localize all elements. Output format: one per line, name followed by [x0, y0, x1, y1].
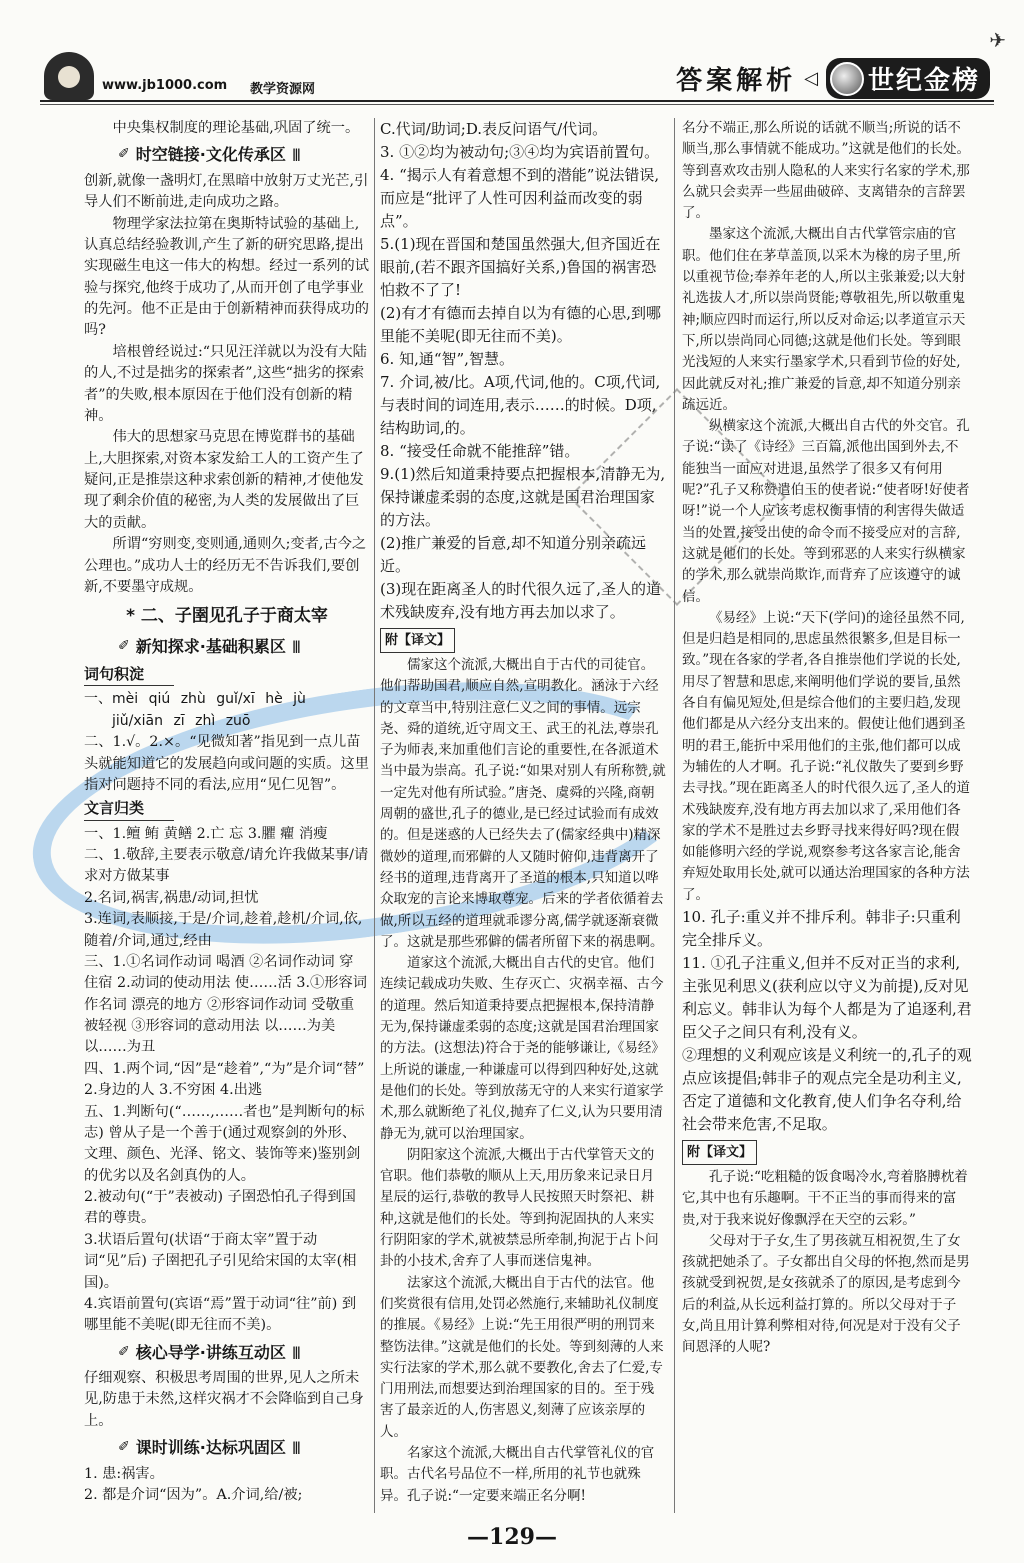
- answer-line: 1. 患:祸害。: [84, 1465, 164, 1482]
- translation-paragraph: 墨家这个流派,大概出自古代掌管宗庙的官职。他们住在茅草盖顶,以采木为椽的房子里,所以重视节俭;奉养年老的人,所以主张兼爱;以大射礼选拔人才,所以崇尚贤能;尊敬祖先,所以敬重鬼神;顺应四时而运行,所以反对命运;以孝道宣示天下,所以崇尚同心同德;这就是他们长处。等到眼光浅短的人来实行墨家学术,只看到节俭的好处,因此就反对礼;推广兼爱的旨意,却不知道分别亲疏远近。: [682, 226, 966, 413]
- section-banner: [84, 144, 370, 165]
- site-name: 教学资源网: [250, 82, 316, 97]
- answer-line: jiǔ/xiān zī zhì zuō: [112, 712, 251, 729]
- answer-line: 五、1.判断句(“……,……者也”是判断句的标志) 曾从子是一个善于(通过观察剑的外形、文理、颜色、光泽、铭文、装饰等来)鉴别剑的优劣以及名剑真伪的人。: [84, 1103, 365, 1184]
- answer-line: 6. 知,通“智”,智慧。: [380, 350, 514, 368]
- answer-line: 3.连词,表顺接,于是/介词,趁着,趁机/介词,依,随着/介词,通过,经由: [84, 911, 363, 949]
- banner-label: 新知探求·基础积累区: [135, 636, 286, 656]
- subheading: 词句积淀: [84, 664, 174, 686]
- answer-line: C.代词/助词;D.表反问语气/代词。: [380, 120, 608, 138]
- translation-paragraph: 法家这个流派,大概出自于古代的法官。他们奖赏很有信用,处罚必然施行,来辅助礼仪制度的推展。《易经》上说:“先王用很严明的刑罚来整饬法律。”这就是他们的长处。等到刻薄的人来实行法家的学术,那么就不要教化,舍去了仁爱,专门用刑法,而想要达到治理国家的目的。至于残害了最亲近的人,伤害恩义,刻薄了应该亲厚的人。: [380, 1274, 664, 1440]
- answer-line: ②理想的义利观应该是义利统一的,孔子的观点应该提倡;韩非子的观点完全是功利主义,否定了道德和文化教育,使人们争名夺利,给社会带来危害,不足取。: [682, 1045, 972, 1133]
- header-rule: [40, 100, 994, 102]
- answer-line: (2)推广兼爱的旨意,却不知道分别亲疏远近。: [380, 534, 647, 575]
- answer-line: 5.(1)现在晋国和楚国虽然强大,但齐国近在眼前,(若不跟齐国搞好关系,)鲁国的祸害恐怕救不了了!: [380, 235, 661, 299]
- paragraph: 培根曾经说过:“只见汪洋就以为没有大陆的人,不过是拙劣的探索者”,这些“拙劣的探索者”的失败,根本原因在于他们没有创新的精神。: [84, 343, 367, 424]
- answer-line: 3. ①②均为被动句;③④均为宾语前置句。: [380, 143, 660, 161]
- answer-line: 7. 介词,被/比。A项,代词,他的。C项,代词,与表时间的词连用,表示……的时候。D项,结构助词,的。: [380, 373, 661, 437]
- bars-icon: |||: [291, 147, 299, 162]
- answer-line: (2)有才有德而去掉自以为有德的心思,到哪里能不美呢(即无往而不美)。: [380, 304, 662, 345]
- answer-line: 三、1.①名词作动词 喝酒 ②名词作动词 穿 住宿 2.动词的使动用法 使……活 3.①形容词作名词 漂亮的地方 ②形容词作动词 受敬重 被轻视 ③形容词的意动用法 以……为美 以……为丑: [84, 953, 368, 1056]
- translation-tag: 附【译文】: [682, 1140, 757, 1165]
- answer-line: 4.宾语前置句(宾语“焉”置于动词“往”前) 到哪里能不美呢(即无往而不美)。: [84, 1295, 357, 1334]
- translation-tag: 附【译文】: [380, 628, 455, 653]
- translation-paragraph: 道家这个流派,大概出自古代的史官。他们连续记载成功失败、生存灭亡、灾祸幸福、古今的道理。然后知道秉持要点把握根本,保持清静无为,保持谦虚柔弱的态度;这就是国君治理国家的方法。(这想法)符合于尧的能够谦让,《易经》上所说的谦虚,一种谦虚可以得到四种好处,这就是他们的长处。等到放荡无守的人来实行道家学术,那么就断绝了礼仪,抛弃了仁义,认为只要用清静无为,就可以治理国家。: [380, 955, 665, 1142]
- site-url: www.jb1000.com: [102, 78, 228, 93]
- globe-icon: [830, 62, 864, 96]
- paragraph: 所谓“穷则变,变则通,通则久;变者,古今之公理也。”成功人士的经历无不告诉我们,要创新,不要墨守成规。: [84, 536, 367, 595]
- triangle-left-icon: ◁: [804, 68, 818, 89]
- answer-line: 2.被动句(“于”表被动) 子圉恐怕孔子得到国君的尊贵。: [84, 1189, 356, 1227]
- page-header: [0, 0, 1024, 112]
- translation-paragraph: 儒家这个流派,大概出自于古代的司徒官。他们帮助国君,顺应自然,宣明教化。涵泳于六经的文章当中,特别注意仁义之间的事情。远宗尧、舜的道统,近守周文王、武王的礼法,尊崇孔子为师表,来加重他们言论的重要性,在各派道术当中最为崇高。孔子说:“如果对别人有所称赞,就一定先对他有所试验。”唐尧、虞舜的兴隆,商朝周朝的盛世,孔子的德业,是已经过试验而有成效的。但是迷惑的人已经失去了(儒家经典中)精深微妙的道理,而邪僻的人又随时俯仰,违背离开了经书的道理,违背离开了圣道的根本,只知道以哗众取宠的言论来博取尊宠。后来的学者依循着去做,所以五经的道理就乖谬分离,儒学就逐渐衰微了。这就是那些邪僻的儒者所留下来的祸患啊。: [380, 657, 666, 950]
- section-banner: [84, 1342, 370, 1363]
- column-middle: [380, 118, 666, 1507]
- bars-icon: |||: [291, 638, 299, 653]
- translation-paragraph: 纵横家这个流派,大概出自古代的外交官。孔子说:“读了《诗经》三百篇,派他出国到外去,不能独当一面应对进退,虽然学了很多又有何用呢?”孔子又称赞遣伯玉的使者说:“使者呀!好使者呀!”说一个人应该考虑权衡事情的利害得失做适当的处置,接受出使的命令而不接受应对的言辞,这就是他们的长处。等到邪恶的人来实行纵横家的学术,那么就崇尚欺诈,而背弃了应该遵守的诚信。: [682, 418, 970, 605]
- part-title: * 二、子圉见孔子于商太宰: [126, 606, 328, 627]
- answer-line: 9.(1)然后知道秉持要点把握根本,清静无为,保持谦虚柔弱的态度,这就是国君治理国家的方法。: [380, 465, 666, 529]
- section-banner: [84, 636, 370, 657]
- pen-check-icon: ✐: [118, 1343, 130, 1360]
- header-rule-thin: [40, 104, 994, 105]
- header-right: [676, 58, 990, 99]
- answer-line: 3.状语后置句(状语“于商太宰”置于动词“见”后) 子圉把孔子引见给宋国的太宰(相国)。: [84, 1231, 357, 1291]
- column-left: [84, 118, 370, 1506]
- item-label: 一、: [84, 691, 112, 708]
- translation-paragraph: 名分不端正,那么所说的话就不顺当;所说的话不顺当,那么事情就不能成功。”这就是他们的长处。等到喜欢攻击别人隐私的人来实行名家的学术,那么就只会卖弄一些屈曲破碎、支离错杂的言辞罢了。: [682, 120, 970, 222]
- answer-line: 2.名词,祸害,祸患/动词,担忧: [84, 889, 259, 906]
- brand-name: 世纪金榜: [867, 66, 980, 96]
- paragraph: 仔细观察、积极思考周围的世界,见人之所未见,防患于未然,这样灾祸才不会降临到自己身上。: [84, 1370, 364, 1429]
- banner-label: 时空链接·文化传承区: [135, 145, 286, 165]
- banner-label: 课时训练·达标巩固区: [135, 1438, 286, 1458]
- translation-paragraph: 《易经》上说:“天下(学问)的途径虽然不同,但是归趋是相同的,思虑虽然很繁多,但是目标一致。”现在各家的学者,各自推崇他们学说的长处,用尽了智慧和思虑,来阐明他们学说的要旨,虽然各自有偏见短处,但是综合他们的主要归趋,发现他们都是从六经分支出来的。假使让他们遇到圣明的君王,能折中采用他们的主张,他们都可以成为辅佐的人才啊。孔子说:“礼仪散失了要到乡野去寻找。”现在距离圣人的时代很久远了,圣人的道术残缺废弃,没有地方再去加以求了,采用他们各家的学术不是胜过去乡野寻找来得好吗?现在假如能修明六经的学说,观察参考这各家言论,能舍弃短处取用长处,就可以通达治理国家的各种方法了。: [682, 609, 970, 903]
- answer-line: 一、1.鳣 鲔 黄鳝 2.亡 忘 3.臞 癯 消瘦: [84, 825, 328, 842]
- answer-line: 11. ①孔子注重义,但并不反对正当的求利,主张见利思义(获利应以守义为前提),反对见利忘义。韩非认为每个人都是为了追逐利,君臣父子之间只有利,没有义。: [682, 953, 972, 1041]
- answer-line: 10. 孔子:重义并不排斥利。韩非子:只重利完全排斥义。: [682, 907, 961, 949]
- column-divider: [674, 118, 675, 1513]
- translation-paragraph: 父母对于子女,生了男孩就互相祝贺,生了女孩就把她杀了。子女都出自父母的怀抱,然而是男孩就受到祝贺,是女孩就杀了的原因,是考虑到今后的利益,从长远利益打算的。所以父母对于子女,尚且用计算利弊相对待,何况是对于没有父子间恩泽的人呢?: [682, 1232, 970, 1356]
- answer-line: 二、1.√。2.×。“见微知著”指见到一点儿苗头就能知道它的发展趋向或问题的实质。这里指对问题持不同的看法,应用“见仁见智”。: [84, 734, 370, 793]
- brand-badge: [826, 58, 990, 99]
- bars-icon: |||: [291, 1440, 299, 1455]
- answer-line: 4. “揭示人有着意想不到的潜能”说法错误,而应是“批评了人性可因利益而改变的弱点”。: [380, 166, 660, 230]
- answer-line: 2. 都是介词“因为”。A.介词,给/被;: [84, 1486, 303, 1503]
- bars-icon: |||: [291, 1344, 299, 1359]
- subheading: 文言归类: [84, 798, 174, 820]
- text-line: 中央集权制度的理论基础,巩固了统一。: [112, 120, 360, 136]
- bird-icon: ✈: [989, 28, 1006, 52]
- answer-line: 四、1.两个词,“因”是“趁着”,“为”是介词“替” 2.身边的人 3.不穷困 4.出逃: [84, 1060, 365, 1099]
- answer-line: 二、1.敬辞,主要表示敬意/请允许我做某事/请求对方做某事: [84, 847, 369, 885]
- answer-line: 8. “接受任命就不能推辞”错。: [380, 442, 580, 460]
- answer-line: [84, 689, 370, 710]
- section-title: 答案解析: [676, 66, 797, 96]
- mascot-face-icon: [58, 66, 80, 88]
- pen-check-icon: ✐: [118, 146, 130, 163]
- translation-paragraph: 名家这个流派,大概出自古代掌管礼仪的官职。古代名号品位不一样,所用的礼节也就殊异。孔子说:“一定要来端正名分啊!: [380, 1444, 655, 1504]
- section-banner: [84, 1437, 370, 1458]
- paragraph: 创新,就像一盏明灯,在黑暗中放射万丈光芒,引导人们不断前进,走向成功之路。: [84, 172, 369, 211]
- banner-label: 核心导学·讲练互动区: [135, 1342, 286, 1362]
- translation-paragraph: 阴阳家这个流派,大概出于古代掌管天文的官职。他们恭敬的顺从上天,用历象来记录日月星辰的运行,恭敬的教导人民按照天时祭祀、耕种,这就是他们的长处。等到拘泥固执的人来实行阴阳家的学术,就被禁忌所牵制,拘泥于占卜问卦的小技术,舍弃了人事而迷信鬼神。: [380, 1146, 659, 1270]
- answer-line: (3)现在距离圣人的时代很久远了,圣人的道术残缺废弃,没有地方再去加以求了。: [380, 580, 662, 621]
- paragraph: 伟大的思想家马克思在博览群书的基础上,大胆探索,对资本家发給工人的工资产生了疑问,正是推崇这种求索创新的精神,才使他发现了剩余价值的秘密,为人类的发展做出了巨大的贡献。: [84, 429, 364, 531]
- pen-check-icon: ✐: [118, 637, 130, 654]
- page-number: —129—: [467, 1524, 557, 1550]
- column-right: [682, 118, 972, 1359]
- translation-paragraph: 孔子说:“吃粗糙的饭食喝冷水,弯着胳膊枕着它,其中也有乐趣啊。干不正当的事而得来的富贵,对于我来说好像飘浮在天空的云彩。”: [682, 1168, 968, 1228]
- column-divider: [374, 118, 375, 1513]
- paragraph: 物理学家法拉第在奥斯特试验的基础上,认真总结经验教训,产生了新的研究思路,提出实现磁生电这一伟大的构想。经过一系列的试验与探究,他终于成功了,从而开创了电学事业的先河。他不正是由于创新精神而获得成功的吗?: [84, 215, 370, 339]
- pen-check-icon: ✐: [118, 1439, 130, 1456]
- pinyin-text: mèi qiú zhù guǐ/xī hè jù: [112, 691, 306, 708]
